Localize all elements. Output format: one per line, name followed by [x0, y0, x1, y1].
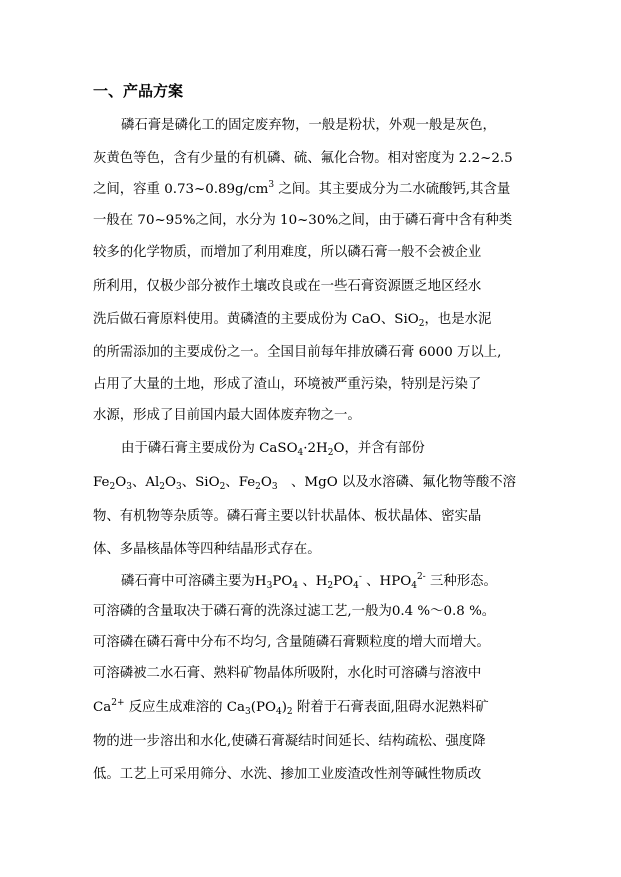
text: 、: [181, 475, 196, 490]
paragraph-3-line-4: [93, 665, 481, 683]
text: 占用了大量的土地，形成了渣山，环境被严重污染，特别是污染了: [93, 377, 482, 392]
text: SiO: [195, 475, 220, 490]
paragraph-1-line-5: [93, 244, 481, 262]
subscript: 4: [297, 448, 304, 458]
text: 物、有机物等杂质等。磷石膏主要以针状晶体、板状晶体、密实晶: [93, 509, 482, 524]
subscript: 3: [176, 482, 182, 492]
superscript: 2+: [111, 698, 125, 708]
text: 、: [225, 475, 239, 490]
text: (PO: [250, 700, 276, 715]
text: 低。工艺上可采用筛分、水洗、掺加工业废渣改性剂等碱性物质改: [93, 767, 482, 782]
paragraph-2-line-2: [93, 474, 516, 492]
text: 水源，形成了目前国内最大固体废弃物之一。: [93, 408, 361, 423]
text: 三种形态。: [425, 574, 497, 589]
paragraph-1-line-4: [93, 212, 512, 230]
paragraph-1-line-8: [93, 344, 501, 362]
subscript: 2: [327, 581, 334, 591]
text: 较多的化学物质，而增加了利用难度，所以磷石膏一般不会被企业: [93, 245, 482, 260]
subscript: 4: [275, 707, 282, 717]
text: ): [281, 700, 287, 715]
text: 可溶磷被二水石膏、熟料矿物晶体所吸附，水化时可溶磷与溶液中: [93, 666, 482, 681]
text: 灰黄色等色，含有少量的有机磷、硫、氟化合物。相对密度为 2.2~2.5: [93, 151, 513, 166]
text: PO: [272, 574, 293, 589]
paragraph-3-line-7: [93, 766, 481, 784]
paragraph-1-line-7: [93, 311, 491, 329]
text: O: [165, 475, 176, 490]
subscript: 2: [286, 707, 293, 717]
text: 一般在 70~95%之间，水分为 10~30%之间，由于磷石膏中含有种类: [93, 213, 513, 228]
text: Ca: [93, 700, 112, 715]
text: 、: [131, 475, 146, 490]
text: 、MgO 以及水溶磷、氟化物等酸不溶: [277, 475, 517, 490]
superscript: 2-: [416, 572, 426, 582]
paragraph-3-line-2: [93, 603, 495, 621]
text: Al: [145, 475, 160, 490]
text: 物的进一步溶出和水化,使磷石膏凝结时间延长、结构疏松、强度降: [93, 734, 486, 749]
text: O，并含有部份: [333, 441, 425, 456]
paragraph-1-line-9: [93, 376, 481, 394]
subscript: 4: [411, 581, 417, 591]
text: ，也是水泥: [424, 312, 492, 327]
text: 可溶磷的含量取决于磷石膏的洗涤过滤工艺,一般为0.4 %～0.8 %。: [93, 604, 496, 619]
subscript: 2: [159, 482, 166, 492]
text: ·2H: [303, 441, 328, 456]
text: 之间，容重 0.73~0.89g/cm: [93, 182, 269, 197]
subscript: 4: [292, 581, 299, 591]
text: 体、多晶核晶体等四种结晶形式存在。: [93, 542, 321, 557]
subscript: 2: [219, 482, 226, 492]
subscript: 2: [418, 319, 425, 329]
paragraph-3-line-6: [93, 733, 486, 751]
subscript: 2: [255, 482, 261, 492]
text: 洗后做石膏原料使用。黄磷渣的主要成份为 CaO、SiO: [93, 312, 419, 327]
paragraph-2-line-3: [93, 508, 481, 526]
subscript: 2: [109, 482, 116, 492]
paragraph-3-line-1: [121, 573, 497, 591]
paragraph-1-line-3: [93, 181, 510, 199]
text: 的所需添加的主要成份之一。全国目前每年排放磷石膏 6000 万以上,: [93, 345, 502, 360]
subscript: 3: [271, 482, 278, 492]
paragraph-3-line-5: [93, 699, 489, 717]
paragraph-1-line-6: [93, 278, 481, 296]
text: PO: [333, 574, 354, 589]
paragraph-2-line-1: [121, 440, 425, 458]
text: 磷石膏是磷化工的固定废弃物，一般是粉状，外观一般是灰色，: [121, 118, 496, 133]
superscript: 3: [268, 180, 275, 190]
text: 、H: [298, 574, 328, 589]
text: 、HPO: [361, 574, 412, 589]
paragraph-1-line-10: [93, 407, 361, 425]
text: O: [260, 475, 272, 490]
text: 由于磷石膏主要成份为 CaSO: [121, 441, 298, 456]
superscript: -: [358, 572, 362, 582]
paragraph-1-line-1: [121, 117, 496, 135]
text: 反应生成难溶的 Ca: [124, 700, 245, 715]
subscript: 3: [245, 707, 251, 717]
text: 所利用，仅极少部分被作土壤改良或在一些石膏资源匮乏地区经水: [93, 279, 482, 294]
subscript: 4: [353, 581, 359, 591]
section-heading: 一、产品方案: [93, 82, 184, 100]
text: 附着于石膏表面,阻碍水泥熟料矿: [292, 700, 489, 715]
subscript: 3: [266, 581, 273, 591]
text: Fe: [93, 475, 110, 490]
paragraph-1-line-2: [93, 150, 513, 168]
text: 之间。其主要成分为二水硫酸钙,其含量: [274, 182, 511, 197]
text: 可溶磷在磷石膏中分布不均匀, 含量随磷石膏颗粒度的增大而增大。: [93, 635, 490, 650]
text: O: [115, 475, 127, 490]
paragraph-3-line-3: [93, 634, 490, 652]
subscript: 2: [327, 448, 334, 458]
subscript: 3: [126, 482, 132, 492]
text: Fe: [238, 475, 256, 490]
text: 磷石膏中可溶磷主要为H: [121, 574, 267, 589]
paragraph-2-line-4: [93, 541, 321, 559]
